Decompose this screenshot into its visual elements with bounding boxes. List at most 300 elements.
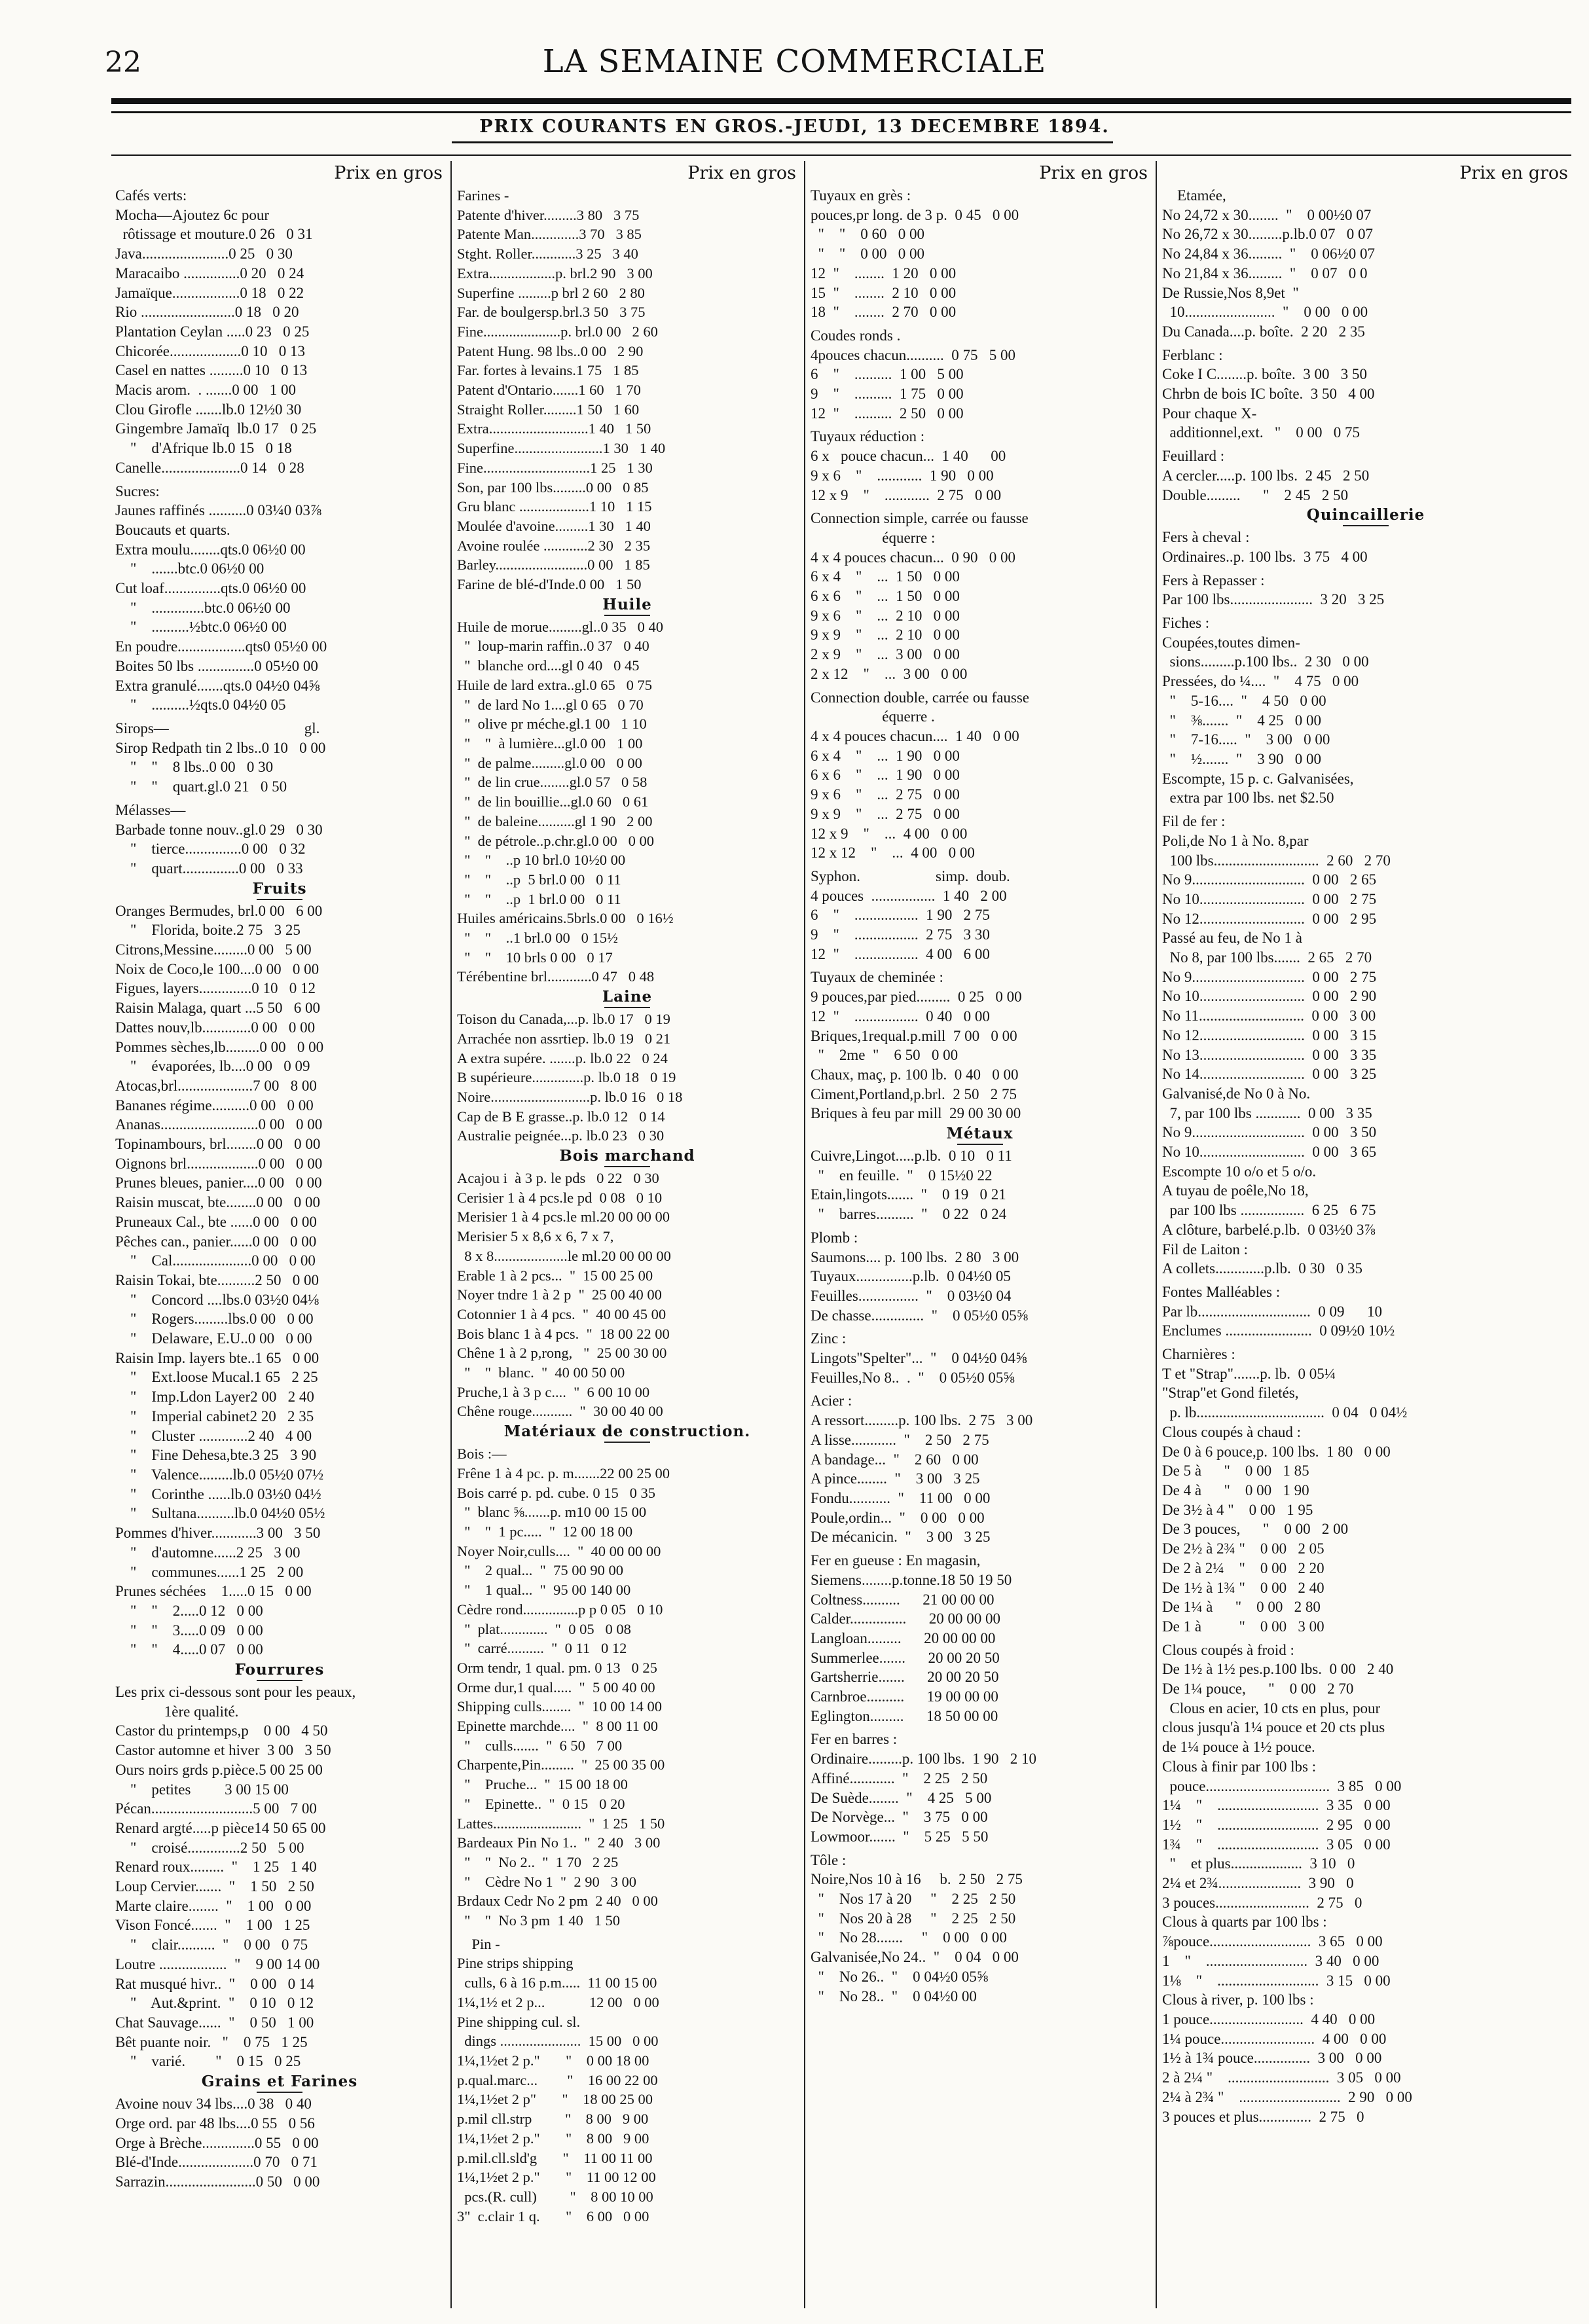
price-line: Mélasses— [115,801,186,818]
price-line: " de lin bouillie...gl.0 60 0 61 [457,793,649,810]
price-line: " Fine Dehesa,bte.3 25 3 90 [115,1447,317,1464]
price-line: De 1¼ à " 0 00 2 80 [1162,1599,1321,1616]
price-line: 2¼ à 2¾ " ........................... 2 90 0 00 [1162,2088,1412,2105]
price-line: Noyer Noir,culls.... " 40 00 00 00 [457,1542,661,1559]
price-line: Poule,ordin... " 0 00 0 00 [811,1509,985,1526]
section-heading: Fruits [113,879,447,900]
price-line: Arrachée non assrtiep. lb.0 19 0 21 [457,1030,671,1047]
price-line: No 21,84 x 36......... " 0 07 0 0 [1162,264,1368,281]
price-line: Fine.....................p. brl.0 00 2 60 [457,323,658,340]
section-heading: Laine [454,987,800,1008]
price-line: No 14............................ 0 00 3 25 [1162,1066,1377,1083]
price-line: 1½ " ........................... 2 95 0 00 [1162,1816,1391,1833]
price-line: Superfine........................1 30 1 40 [457,440,666,457]
price-line: Coltness.......... 21 00 00 00 [811,1591,995,1608]
price-line: " Pruche... " 15 00 18 00 [457,1776,628,1793]
price-line: No 24,72 x 30........ " 0 00½0 07 [1162,206,1372,223]
price-line: Macis arom. . .......0 00 1 00 [115,382,296,399]
price-line: 1¼,1½et 2 p." " 0 00 18 00 [457,2052,649,2069]
price-line: Fondu........... " 11 00 0 00 [811,1490,991,1506]
price-line: p.mil.cll.sld'g " 11 00 11 00 [457,2149,653,2166]
price-line: Affiné............ " 2 25 2 50 [811,1770,988,1787]
price-line: A tuyau de poêle,No 18, [1162,1182,1309,1199]
price-line: 100 lbs............................ 2 60 2 70 [1162,852,1391,869]
price-line: 1¼ " ........................... 3 35 0 00 [1162,1797,1391,1814]
price-line: Prunes séchées 1.....0 15 0 00 [115,1583,312,1600]
price-line: Chêne rouge........... " 30 00 40 00 [457,1403,663,1420]
price-line: Stght. Roller............3 25 3 40 [457,245,638,263]
price-line: "Strap"et Gond filetés, [1162,1385,1299,1402]
price-line: En poudre..................qts0 05½0 00 [115,638,327,655]
price-line: " varié. " 0 15 0 25 [115,2053,301,2070]
price-line: Jaunes raffinés ..........0 03¼0 03⅞ [115,502,322,519]
price-line: " tierce...............0 00 0 32 [115,841,306,858]
price-line: Patent Hung. 98 lbs..0 00 2 90 [457,342,644,359]
price-line: Patente d'hiver.........3 80 3 75 [457,206,640,223]
price-line: Cuivre,Lingot.....p.lb. 0 10 0 11 [811,1148,1012,1165]
price-line: Dattes nouv,lb.............0 00 0 00 [115,1019,316,1036]
price-line: Siemens........p.tonne.18 50 19 50 [811,1571,1012,1588]
price-line: Blé-d'Inde....................0 70 0 71 [115,2154,318,2171]
price-line: " blanche ord....gl 0 40 0 45 [457,657,640,674]
price-line: " carré.......... " 0 11 0 12 [457,1640,627,1657]
price-line: " Imperial cabinet2 20 2 35 [115,1407,314,1425]
price-line: De 1¼ pouce, " 0 00 2 70 [1162,1680,1354,1698]
price-line: " Cluster .............2 40 4 00 [115,1427,312,1444]
price-line: 9 " ................. 2 75 3 30 [811,926,990,943]
price-line: Raisin Imp. layers bte..1 65 0 00 [115,1349,320,1366]
price-line: Pine shipping cul. sl. [457,2013,581,2030]
price-line: Feuilles,No 8.. . " 0 05½0 05⅝ [811,1369,1015,1386]
price-line: " petites 3 00 15 00 [115,1781,289,1798]
section-heading: Quincaillerie [1160,505,1572,526]
journal-title: LA SEMAINE COMMERCIALE [542,43,1047,80]
price-line: 1¼,1½et 2 p" " 18 00 25 00 [457,2091,653,2108]
price-line: " de pétrole..p.chr.gl.0 00 0 00 [457,832,655,849]
price-line: rôtissage et mouture.0 26 0 31 [115,226,313,243]
price-line: Tuyaux de cheminée : [811,969,943,986]
price-line: Acier : [811,1392,852,1409]
price-line: 9 x 6 " ... 2 75 0 00 [811,786,960,803]
price-line: Pécan...........................5 00 7 00 [115,1800,317,1817]
price-line: 12 x 9 " ... 4 00 0 00 [811,825,968,842]
price-line: De mécanicin. " 3 00 3 25 [811,1529,991,1546]
price-line: " Florida, boite.2 75 3 25 [115,922,301,939]
price-line: Ours noirs grds p.pièce.5 00 25 00 [115,1761,323,1778]
price-line: " " No 3 pm 1 40 1 50 [457,1912,620,1929]
price-line: Clou Girofle .......lb.0 12½0 30 [115,401,302,418]
price-line: 6 " ................. 1 90 2 75 [811,907,990,924]
price-line: " " 8 lbs..0 00 0 30 [115,759,274,776]
price-line: 9 x 9 " ... 2 75 0 00 [811,805,960,822]
price-line: 8 x 8....................le ml.20 00 00 00 [457,1247,671,1264]
price-line: " Rogers.........lbs.0 00 0 00 [115,1311,314,1328]
price-line: De 1 à " 0 00 3 00 [1162,1618,1324,1635]
price-line: Clous à finir par 100 lbs : [1162,1758,1317,1775]
price-line: Etain,lingots....... " 0 19 0 21 [811,1186,1006,1203]
price-line: Far. de boulgersp.brl.3 50 3 75 [457,304,646,321]
price-line: " Sultana..........lb.0 04½0 05½ [115,1505,325,1522]
price-line: Barley.........................0 00 1 85 [457,556,650,573]
price-line: Charnières : [1162,1346,1235,1363]
price-line: Sirop Redpath tin 2 lbs..0 10 0 00 [115,739,326,756]
price-line: 9 x 9 " ... 2 10 0 00 [811,626,960,644]
price-line: " Epinette.. " 0 15 0 20 [457,1795,625,1812]
price-line: " de lin crue........gl.0 57 0 58 [457,774,648,791]
price-line: Chaux, maç, p. 100 lb. 0 40 0 00 [811,1066,1019,1083]
price-line: Escompte 10 o/o et 5 o/o. [1162,1163,1317,1180]
price-line: 18 " ........ 2 70 0 00 [811,304,957,321]
price-line: " culls....... " 6 50 7 00 [457,1737,623,1754]
price-line: Farines - [457,187,509,204]
price-line: Fer en barres : [811,1731,898,1748]
price-line: " de lard No 1....gl 0 65 0 70 [457,696,644,713]
price-line: No 10............................ 0 00 2 90 [1162,988,1377,1005]
price-line: Sucres: [115,482,160,499]
price-line: ⅞pouce........................... 3 65 0 00 [1162,1933,1383,1950]
price-line: Ordinaire.........p. 100 lbs. 1 90 2 10 [811,1751,1036,1768]
column-divider [804,161,805,2308]
price-line: Summerlee....... 20 00 20 50 [811,1649,1000,1666]
price-line: De 5 à " 0 00 1 85 [1162,1462,1309,1480]
price-line: Bois carré p. pd. cube. 0 15 0 35 [457,1484,656,1501]
price-line: Ferblanc : [1162,346,1223,363]
price-line: Australie peignée...p. lb.0 23 0 30 [457,1127,665,1144]
price-line: Pruche,1 à 3 p c.... " 6 00 10 00 [457,1383,650,1400]
price-line: sions.........p.100 lbs.. 2 30 0 00 [1162,653,1369,670]
price-line: Passé au feu, de No 1 à [1162,930,1302,947]
price-line: 6 x 6 " ... 1 50 0 00 [811,588,960,605]
price-line: Figues, layers..............0 10 0 12 [115,980,316,997]
price-line: A bandage... " 2 60 0 00 [811,1451,979,1468]
price-line: No 10............................ 0 00 2 75 [1162,890,1377,907]
price-line: De 0 à 6 pouce,p. 100 lbs. 1 80 0 00 [1162,1443,1391,1460]
price-line: 12 x 12 " ... 4 00 0 00 [811,844,975,862]
price-line: 6 x 4 " ... 1 50 0 00 [811,568,960,585]
price-line: Son, par 100 lbs.........0 00 0 85 [457,479,649,496]
price-line: 1⅛ " ........................... 3 15 0 00 [1162,1972,1391,1989]
price-line: " 2me " 6 50 0 00 [811,1047,959,1064]
price-line: " Aut.&print. " 0 10 0 12 [115,1995,314,2012]
price-line: " 5-16.... " 4 50 0 00 [1162,692,1326,709]
price-line: Galvanisée,No 24.. " 0 04 0 00 [811,1949,1019,1966]
price-line: équerre : [811,529,936,546]
price-line: 6 " .......... 1 00 5 00 [811,366,964,383]
price-line: " " quart.gl.0 21 0 50 [115,778,287,795]
price-line: " en feuille. " 0 15½0 22 [811,1167,993,1184]
price-line: Epinette marchde.... " 8 00 11 00 [457,1718,659,1735]
section-heading: Grains et Farines [113,2071,447,2093]
price-line: Boucauts et quarts. [115,521,230,538]
price-line: 4 x 4 pouces chacun... 0 90 0 00 [811,549,1015,566]
price-line: Ordinaires..p. 100 lbs. 3 75 4 00 [1162,548,1368,565]
price-line: " " à lumière...gl.0 00 1 00 [457,735,643,752]
price-line: A extra supére. .......p. lb.0 22 0 24 [457,1049,668,1066]
price-line: Connection simple, carrée ou fausse [811,510,1029,527]
price-line: Extra granulé.......qts.0 04½0 04⅝ [115,677,320,694]
price-line: Cap de B E grasse..p. lb.0 12 0 14 [457,1108,665,1125]
column-heading: Prix en gros [687,163,796,183]
price-line: " 1 qual... " 95 00 140 00 [457,1582,631,1599]
price-line: " Cal.....................0 00 0 00 [115,1252,316,1269]
price-line: Merisier 1 à 4 pcs.le ml.20 00 00 00 [457,1208,670,1226]
price-line: De Russie,Nos 8,9et " [1162,284,1299,301]
price-line: " " 1 pc..... " 12 00 18 00 [457,1523,633,1540]
price-line: Raisin Tokai, bte..........2 50 0 00 [115,1271,320,1288]
price-line: Par lb.............................. 0 09 10 [1162,1303,1383,1320]
price-column-1 [113,161,447,2315]
price-line: " clair.......... " 0 00 0 75 [115,1936,308,1953]
price-line: Chat Sauvage...... " 0 50 1 00 [115,2014,314,2031]
price-line: 15 " ........ 2 10 0 00 [811,284,957,301]
price-line: " blanc ⅝.......p. m10 00 15 00 [457,1504,647,1521]
price-line: De Norvège... " 3 75 0 00 [811,1809,988,1826]
price-line: No 9.............................. 0 00 2 75 [1162,968,1377,985]
price-line: Fil de fer : [1162,813,1226,830]
price-line: Marte claire........ " 1 00 0 00 [115,1897,312,1914]
price-line: pcs.(R. cull) " 8 00 10 00 [457,2188,653,2205]
price-line: Orge à Brèche..............0 55 0 00 [115,2134,319,2151]
price-line: 3 pouces......................... 2 75 0 [1162,1894,1362,1911]
price-line: " ⅜....... " 4 25 0 00 [1162,712,1322,729]
price-line: 12 " ................. 4 00 6 00 [811,945,990,962]
price-line: " No 26.. " 0 04½0 05⅝ [811,1968,989,1985]
section-heading: Huile [454,594,800,616]
price-line: De 4 à " 0 00 1 90 [1162,1482,1309,1498]
price-line: Sirops— gl. [115,719,320,736]
price-line: Patente Man.............3 70 3 85 [457,226,642,243]
price-line: Fil de Laiton : [1162,1241,1248,1258]
price-line: Shipping culls........ " 10 00 14 00 [457,1698,662,1715]
price-line: Cerisier 1 à 4 pcs.le pd 0 08 0 10 [457,1189,663,1206]
price-line: Fers à cheval : [1162,529,1250,546]
price-line: Gartsherrie....... 20 00 20 50 [811,1669,999,1686]
price-line: Briques à feu par mill 29 00 30 00 [811,1105,1021,1122]
price-line: A cercler.....p. 100 lbs. 2 45 2 50 [1162,467,1370,484]
column-heading: Prix en gros [334,163,443,183]
price-line: Frêne 1 à 4 pc. p. m.......22 00 25 00 [457,1464,670,1481]
price-line: Jamaïque..................0 18 0 22 [115,284,304,301]
price-line: Canelle.....................0 14 0 28 [115,459,304,476]
price-line: Noix de Coco,le 100....0 00 0 00 [115,960,320,977]
price-line: De 1½ à 1½ pes.p.100 lbs. 0 00 2 40 [1162,1661,1394,1678]
price-line: Pruneaux Cal., bte ......0 00 0 00 [115,1213,317,1230]
price-line: Huile de morue.........gl..0 35 0 40 [457,618,663,635]
header-rule-thin [111,111,1571,113]
price-line: No 26,72 x 30.........p.lb.0 07 0 07 [1162,226,1373,243]
column-heading: Prix en gros [1459,163,1568,183]
price-line: Plomb : [811,1229,858,1246]
price-line: Casel en nattes .........0 10 0 13 [115,362,308,379]
price-line: clous jusqu'à 1¼ pouce et 20 cts plus [1162,1719,1385,1736]
price-line: No 12............................ 0 00 3 15 [1162,1026,1377,1044]
price-line: extra par 100 lbs. net $2.50 [1162,790,1334,807]
price-line: Carnbroe.......... 19 00 00 00 [811,1688,998,1705]
price-line: Raisin Malaga, quart ...5 50 6 00 [115,1000,321,1017]
price-line: No 9.............................. 0 00 2 65 [1162,871,1377,888]
price-line: 9 pouces,par pied......... 0 25 0 00 [811,989,1022,1006]
price-line: pouce................................. 3 85 0 00 [1162,1777,1402,1794]
price-column-4 [1160,161,1572,2315]
price-line: Orme dur,1 qual..... " 5 00 40 00 [457,1679,655,1696]
price-line: " 2 qual... " 75 00 90 00 [457,1562,623,1579]
price-line: Brdaux Cedr No 2 pm 2 40 0 00 [457,1893,658,1910]
price-line: " No 28....... " 0 00 0 00 [811,1929,1007,1946]
price-line: " évaporées, lb....0 00 0 09 [115,1058,310,1075]
price-line: Poli,de No 1 à No. 8,par [1162,832,1309,849]
price-line: Gru blanc ...................1 10 1 15 [457,498,652,515]
price-line: Coupées,toutes dimen- [1162,634,1300,651]
price-line: " " ..p 1 brl.0 00 0 11 [457,890,621,907]
price-line: Maracaibo ...............0 20 0 24 [115,264,304,281]
price-line: Bois blanc 1 à 4 pcs. " 18 00 22 00 [457,1325,670,1342]
price-line: Cèdre rond...............p p 0 05 0 10 [457,1601,663,1618]
price-line: 4 pouces ................. 1 40 2 00 [811,887,1007,904]
price-line: De Suède........ " 4 25 5 00 [811,1789,992,1806]
price-line: Far. fortes à levains.1 75 1 85 [457,362,639,379]
price-line: Bêt puante noir. " 0 75 1 25 [115,2033,308,2050]
price-line: 7, par 100 lbs ............ 0 00 3 35 [1162,1104,1372,1121]
price-line: De 2 à 2¼ " 0 00 2 20 [1162,1559,1324,1576]
price-line: Langloan......... 20 00 00 00 [811,1629,996,1646]
price-line: Vison Foncé....... " 1 00 1 25 [115,1917,310,1934]
price-line: " loup-marin raffin..0 37 0 40 [457,638,649,655]
price-line: Castor automne et hiver 3 00 3 50 [115,1742,331,1759]
price-line: équerre . [811,708,935,725]
price-line: " Nos 20 à 28 " 2 25 2 50 [811,1910,1016,1927]
price-line: Citrons,Messine.........0 00 5 00 [115,941,312,958]
price-line: Eglington......... 18 50 00 00 [811,1707,998,1724]
price-line: Coke I C........p. boîte. 3 00 3 50 [1162,366,1368,383]
price-line: " communes......1 25 2 00 [115,1563,304,1580]
price-line: Merisier 5 x 8,6 x 6, 7 x 7, [457,1228,614,1245]
price-line: " " 0 60 0 00 [811,226,925,243]
price-line: " quart...............0 00 0 33 [115,860,303,877]
price-line: Boites 50 lbs ...............0 05½0 00 [115,657,318,674]
price-line: 2¼ et 2¾...................... 3 90 0 [1162,1875,1354,1892]
price-line: Tuyaux...............p.lb. 0 04½0 05 [811,1268,1011,1285]
price-column-2 [454,161,800,2315]
price-line: Calder............... 20 00 00 00 [811,1610,1001,1627]
price-line: B supérieure..............p. lb.0 18 0 19 [457,1069,676,1086]
price-line: 12 " .......... 2 50 0 00 [811,405,964,422]
price-line: 6 x 6 " ... 1 90 0 00 [811,767,960,784]
price-line: " ..........½qts.0 04½0 05 [115,697,286,714]
price-line: Clous en acier, 10 cts en plus, pour [1162,1699,1381,1716]
price-line: Fiches : [1162,615,1210,632]
price-line: 1ère qualité. [115,1703,239,1720]
price-line: A lisse............ " 2 50 2 75 [811,1431,989,1448]
price-line: 1¼ pouce......................... 4 00 0 00 [1162,2030,1387,2047]
column-divider [450,161,452,2308]
price-line: Tuyaux réduction : [811,428,925,445]
price-line: Par 100 lbs...................... 3 20 3 25 [1162,591,1385,608]
price-line: Avoine nouv 34 lbs....0 38 0 40 [115,2096,312,2113]
price-line: Cut loaf...............qts.0 06½0 00 [115,580,306,597]
price-line: Gingembre Jamaïq lb.0 17 0 25 [115,420,317,437]
price-line: Pin - [457,1935,500,1952]
price-line: Galvanisé,de No 0 à No. [1162,1085,1311,1102]
price-line: Noire,Nos 10 à 16 b. 2 50 2 75 [811,1871,1023,1888]
price-line: dings ...................... 15 00 0 00 [457,2033,659,2050]
price-line: de 1¼ pouce à 1½ pouce. [1162,1739,1315,1756]
price-line: 9 x 6 " ... 2 10 0 00 [811,607,960,624]
price-line: " " ..p 10 brl.0 10½0 00 [457,852,626,869]
section-heading: Matériaux de construction. [454,1421,800,1443]
price-line: " Imp.Ldon Layer2 00 2 40 [115,1389,314,1406]
price-line: " olive pr méche.gl.1 00 1 10 [457,716,647,733]
price-line: Raisin muscat, bte........0 00 0 00 [115,1194,321,1211]
price-line: " " 10 brls 0 00 0 17 [457,949,613,966]
price-line: " ..............btc.0 06½0 00 [115,599,291,616]
price-line: 3 pouces et plus.............. 2 75 0 [1162,2108,1364,2125]
price-line: pouces,pr long. de 3 p. 0 45 0 00 [811,206,1019,223]
price-line: Clous coupés à chaud : [1162,1423,1302,1440]
price-line: " croisé..............2 50 5 00 [115,1839,304,1856]
price-line: Chrbn de bois IC boîte. 3 50 4 00 [1162,386,1375,403]
price-line: Acajou i à 3 p. le pds 0 22 0 30 [457,1170,659,1187]
price-line: Fontes Malléables : [1162,1283,1281,1300]
price-line: Extra..................p. brl.2 90 3 00 [457,264,653,281]
price-line: " " 4.....0 07 0 00 [115,1641,263,1658]
price-line: A ressort.........p. 100 lbs. 2 75 3 00 [811,1412,1033,1429]
price-line: Les prix ci-dessous sont pour les peaux, [115,1684,356,1701]
price-line: p.mil cll.strp " 8 00 9 00 [457,2111,649,2128]
price-line: No 11............................ 0 00 3 00 [1162,1008,1376,1025]
price-line: Zinc : [811,1330,847,1347]
price-line: Patent d'Ontario.......1 60 1 70 [457,382,641,399]
price-line: Tôle : [811,1851,847,1868]
price-line: " " No 2.. " 1 70 2 25 [457,1853,619,1870]
price-line: 6 x 4 " ... 1 90 0 00 [811,747,960,764]
price-line: Pommes d'hiver............3 00 3 50 [115,1525,321,1542]
price-line: Rat musqué hivr.. " 0 00 0 14 [115,1975,314,1992]
section-heading: Métaux [808,1123,1152,1145]
price-line: Orm tendr, 1 qual. pm. 0 13 0 25 [457,1659,657,1676]
price-line: " Corinthe ......lb.0 03½0 04½ [115,1485,321,1502]
price-line: No 24,84 x 36......... " 0 06½0 07 [1162,245,1375,263]
price-line: No 10............................ 0 00 3 65 [1162,1144,1377,1161]
section-heading: Bois marchand [454,1146,800,1167]
price-line: 12 x 9 " ............ 2 75 0 00 [811,486,1002,503]
price-line: Saumons.... p. 100 lbs. 2 80 3 00 [811,1248,1019,1265]
column-heading: Prix en gros [1039,163,1148,183]
price-line: A clôture, barbelé.p.lb. 0 03½0 3⅞ [1162,1221,1376,1238]
price-line: Fers à Repasser : [1162,572,1265,589]
price-line: " de palme.........gl.0 00 0 00 [457,754,642,771]
price-line: 2 x 12 " ... 3 00 0 00 [811,665,968,682]
price-line: Pine strips shipping [457,1955,574,1972]
price-line: Clous à quarts par 100 lbs : [1162,1914,1327,1931]
subtitle-underline [452,141,1113,143]
price-line: Moulée d'avoine.........1 30 1 40 [457,517,651,534]
price-line: Pommes sèches,lb.........0 00 0 00 [115,1038,324,1055]
price-line: Chicorée...................0 10 0 13 [115,342,306,359]
price-line: " " 2.....0 12 0 00 [115,1602,263,1619]
price-line: 1¼,1½ et 2 p... 12 00 0 00 [457,1993,659,2010]
price-line: 1¼,1½et 2 p." " 11 00 12 00 [457,2169,656,2186]
price-line: Feuilles................ " 0 03½0 04 [811,1287,1012,1304]
price-line: " " ..p 5 brl.0 00 0 11 [457,871,621,888]
price-line: Du Canada....p. boîte. 2 20 2 35 [1162,323,1365,340]
price-line: Sarrazin........................0 50 0 00 [115,2173,320,2190]
price-line: " " 0 00 0 00 [811,245,925,263]
price-line: Noyer tndre 1 à 2 p " 25 00 40 00 [457,1286,662,1303]
price-line: Pour chaque X- [1162,405,1257,422]
price-line: Orge ord. par 48 lbs....0 55 0 56 [115,2115,315,2132]
price-line: Tuyaux en grès : [811,187,911,204]
price-line: " d'automne......2 25 3 00 [115,1544,301,1561]
